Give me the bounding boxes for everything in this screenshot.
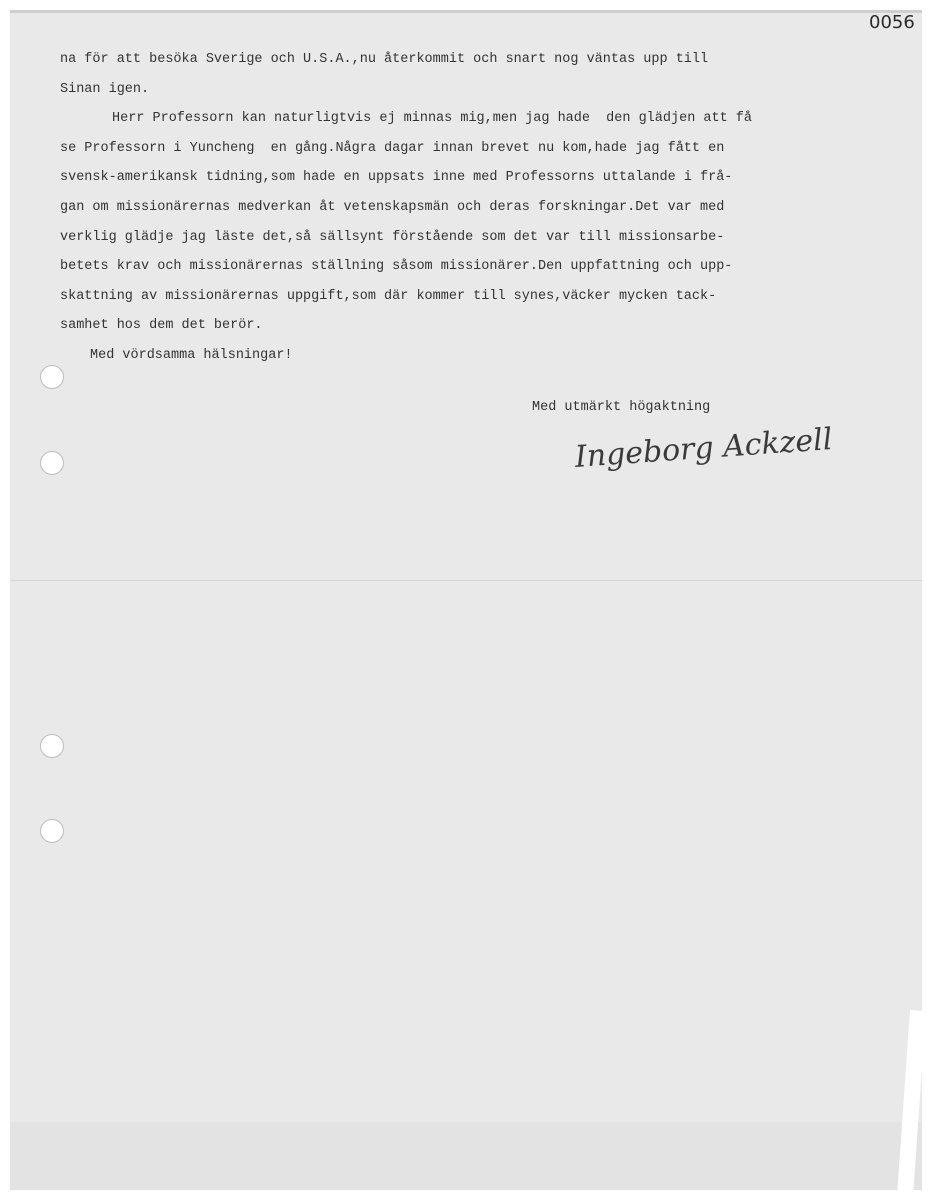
- body-line: svensk-amerikansk tidning,som hade en uppsats inne med Professorns uttalande i frå-: [60, 170, 733, 186]
- signature: Ingeborg Ackzell: [573, 422, 834, 475]
- page-top-edge: [10, 10, 922, 13]
- closing-phrase: Med utmärkt högaktning: [532, 400, 711, 415]
- letter-body: [60, 45, 910, 371]
- body-line: skattning av missionärernas uppgift,som där kommer till synes,väcker mycken tack-: [60, 288, 717, 304]
- body-line: gan om missionärernas medverkan åt vetenskapsmän och deras forskningar.Det var med: [60, 199, 725, 215]
- body-line: verklig glädje jag läste det,så sällsynt förstående som det var till missionsarbe-: [60, 229, 725, 245]
- archive-page-number: 0056: [869, 12, 915, 33]
- punch-hole: [40, 819, 64, 843]
- punch-hole: [40, 451, 64, 475]
- body-line: samhet hos dem det berör.: [60, 318, 263, 334]
- body-line: na för att besöka Sverige och U.S.A.,nu återkommit och snart nog väntas upp till: [60, 52, 709, 67]
- page-fold-line: [10, 580, 922, 581]
- body-line: Sinan igen.: [60, 81, 150, 97]
- page-bottom-strip: [10, 1122, 922, 1190]
- body-line: se Professorn i Yuncheng en gång.Några dagar innan brevet nu kom,hade jag fått en: [60, 140, 725, 156]
- salutation: Med vördsamma hälsningar!: [90, 347, 293, 363]
- body-line: Herr Professorn kan naturligtvis ej minnas mig,men jag hade den glädjen att få: [112, 111, 753, 127]
- punch-hole: [40, 734, 64, 758]
- body-line: betets krav och missionärernas ställning såsom missionärer.Den uppfattning och upp-: [60, 259, 733, 275]
- letter-page: [10, 10, 922, 1190]
